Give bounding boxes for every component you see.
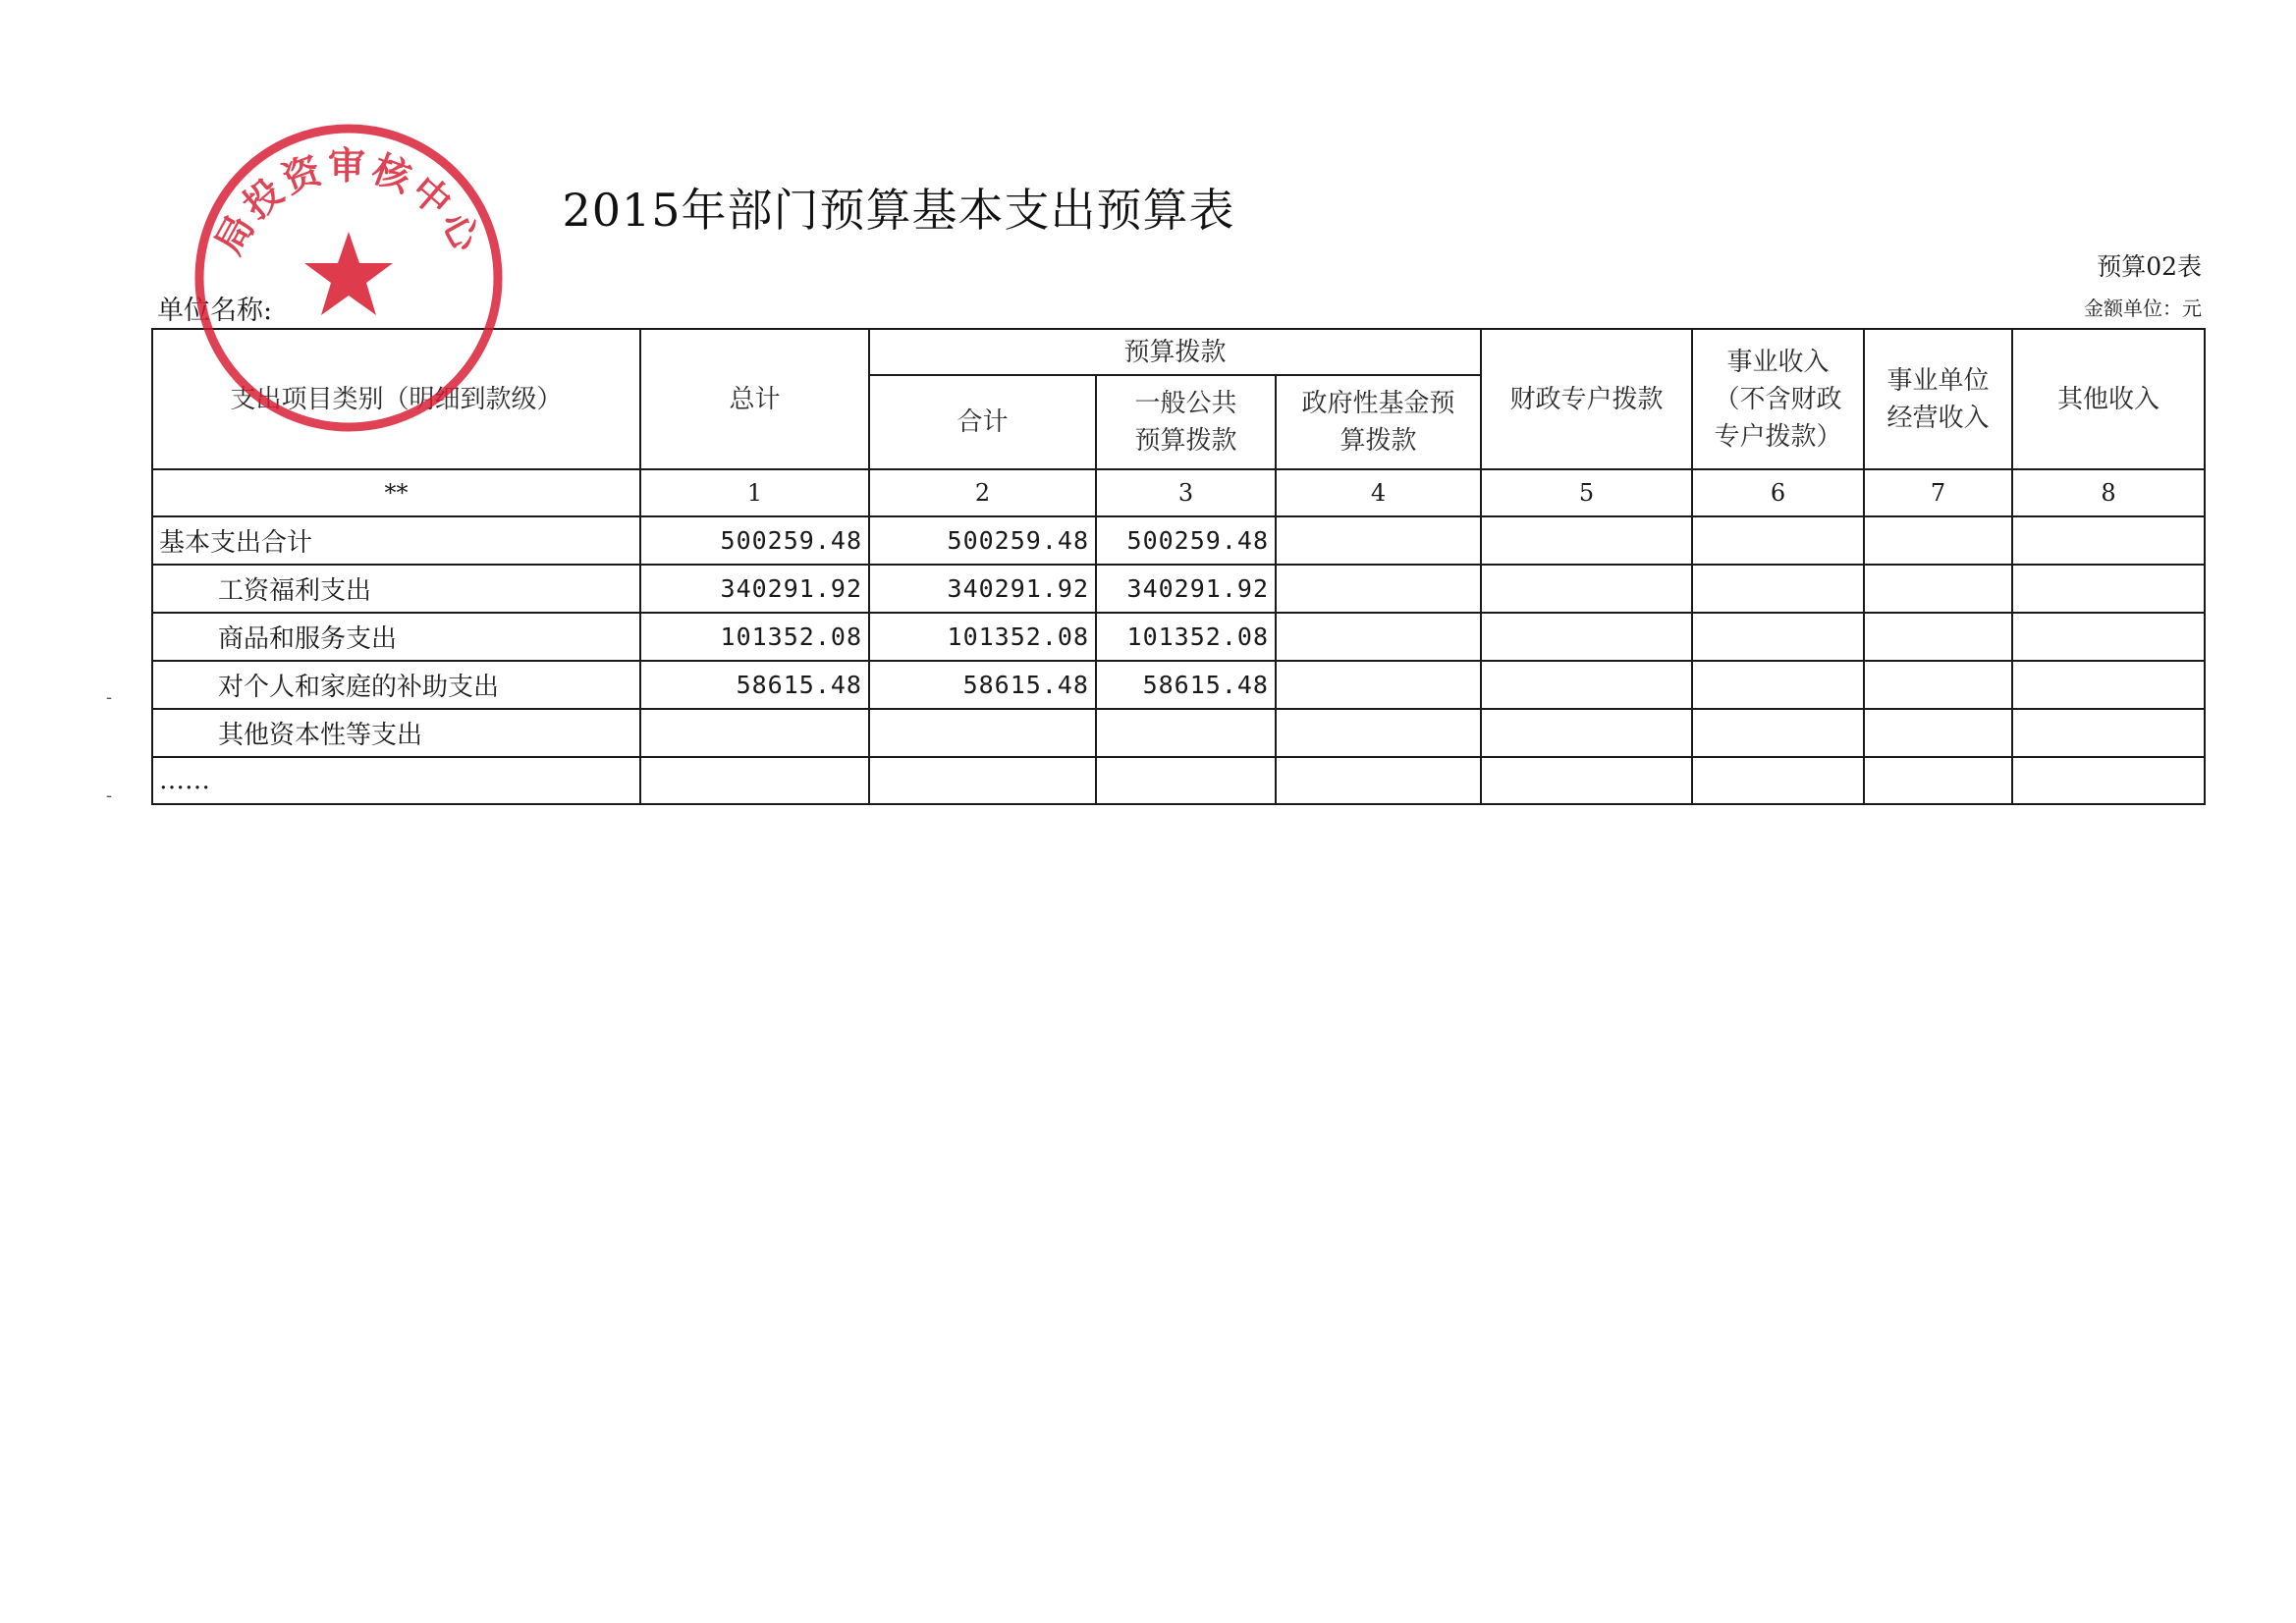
general-budget-cell: 58615.48: [1096, 661, 1276, 709]
index-cell: **: [152, 469, 640, 516]
total-cell: 500259.48: [640, 516, 869, 565]
row-label: 工资福利支出: [152, 565, 640, 613]
index-cell: 7: [1864, 469, 2012, 516]
total-cell: 340291.92: [640, 565, 869, 613]
header-budget-group: 预算拨款: [869, 329, 1481, 375]
table-row: [152, 709, 2205, 757]
page-title: 2015年部门预算基本支出预算表: [562, 184, 1235, 237]
row-label: ……: [152, 757, 640, 804]
subtotal-cell: 101352.08: [869, 613, 1096, 661]
index-cell: 6: [1692, 469, 1864, 516]
row-label: 基本支出合计: [152, 516, 640, 565]
table-row: [152, 516, 2205, 565]
header-category: 支出项目类别（明细到款级）: [152, 329, 640, 469]
row-label: 商品和服务支出: [152, 613, 640, 661]
index-row: [152, 469, 2205, 516]
header-operating-income: 事业单位经营收入: [1864, 329, 2012, 469]
general-budget-cell: 101352.08: [1096, 613, 1276, 661]
total-cell: [640, 757, 869, 804]
table-row: [152, 613, 2205, 661]
seal-text: 局投资审核中心: [206, 144, 491, 262]
organization-label: 单位名称:: [157, 296, 273, 326]
header-business-income: 事业收入（不含财政专户拨款）: [1692, 329, 1864, 469]
total-cell: 101352.08: [640, 613, 869, 661]
budget-table: [151, 328, 2206, 805]
index-cell: 3: [1096, 469, 1276, 516]
index-cell: 4: [1276, 469, 1481, 516]
index-cell: 8: [2012, 469, 2205, 516]
row-label: 对个人和家庭的补助支出: [152, 661, 640, 709]
general-budget-cell: 500259.48: [1096, 516, 1276, 565]
general-budget-cell: [1096, 757, 1276, 804]
general-budget-cell: [1096, 709, 1276, 757]
form-number: 预算02表: [2097, 252, 2202, 281]
table-row: [152, 565, 2205, 613]
currency-unit: 金额单位：元: [2084, 297, 2202, 320]
index-cell: 5: [1481, 469, 1692, 516]
subtotal-cell: 500259.48: [869, 516, 1096, 565]
header-other-income: 其他收入: [2012, 329, 2205, 469]
index-cell: 2: [869, 469, 1096, 516]
row-label: 其他资本性等支出: [152, 709, 640, 757]
subtotal-cell: 58615.48: [869, 661, 1096, 709]
subtotal-cell: [869, 757, 1096, 804]
header-general-budget: 一般公共预算拨款: [1096, 375, 1276, 469]
header-row-1: [152, 329, 2205, 375]
table-row: [152, 661, 2205, 709]
header-subtotal: 合计: [869, 375, 1096, 469]
general-budget-cell: 340291.92: [1096, 565, 1276, 613]
header-special-account: 财政专户拨款: [1481, 329, 1692, 469]
total-cell: 58615.48: [640, 661, 869, 709]
table-row: [152, 757, 2205, 804]
margin-mark: -: [106, 785, 113, 806]
header-total: 总计: [640, 329, 869, 469]
header-gov-fund: 政府性基金预算拨款: [1276, 375, 1481, 469]
subtotal-cell: 340291.92: [869, 565, 1096, 613]
margin-mark: -: [106, 687, 113, 708]
star-icon: [304, 232, 393, 315]
subtotal-cell: [869, 709, 1096, 757]
index-cell: 1: [640, 469, 869, 516]
total-cell: [640, 709, 869, 757]
